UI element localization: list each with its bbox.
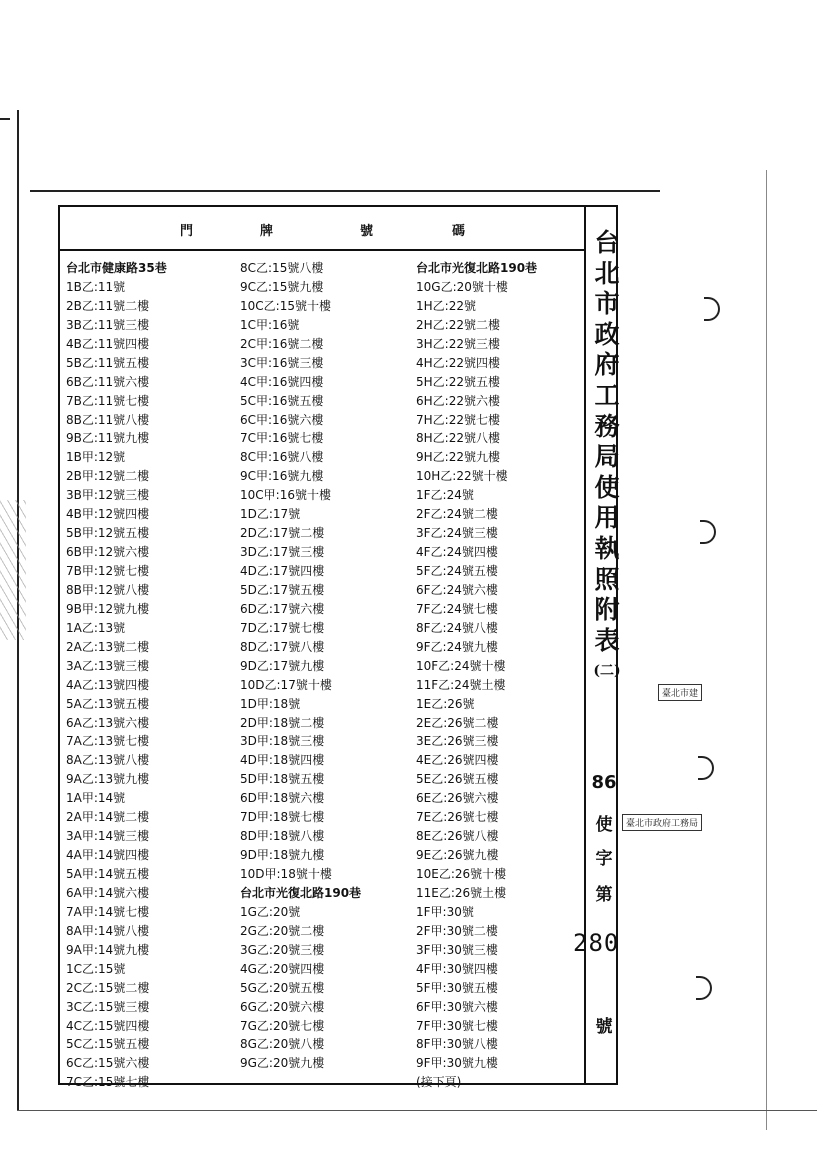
address-entry: 7F甲:30號七樓 [416, 1018, 498, 1033]
address-entry: 8B乙:11號八樓 [66, 412, 150, 427]
address-entry: 1B乙:11號 [66, 279, 126, 294]
address-entry: 3C乙:15號三樓 [66, 999, 150, 1014]
address-entry: 3A甲:14號三樓 [66, 829, 150, 844]
address-entry: 7D乙:17號七樓 [240, 620, 325, 635]
title-char: 附 [594, 595, 620, 625]
address-entry: 7B乙:11號七樓 [66, 393, 150, 408]
address-entry: 6G乙:20號六樓 [240, 999, 325, 1014]
address-entry: 9D甲:18號九樓 [240, 848, 325, 863]
address-entry: 6A甲:14號六樓 [66, 885, 150, 900]
scan-hatching [0, 500, 26, 640]
address-entry: 6D乙:17號六樓 [240, 601, 325, 616]
address-entry: 2D甲:18號二樓 [240, 715, 325, 730]
street-heading: 台北市健康路35巷 [66, 261, 167, 275]
address-entry: 5C甲:16號五樓 [240, 393, 324, 408]
address-entry: 9C甲:16號九樓 [240, 469, 324, 484]
address-entry: 6E乙:26號六樓 [416, 791, 499, 806]
address-entry: 2C甲:16號二樓 [240, 336, 324, 351]
address-entry: 4H乙:22號四樓 [416, 355, 500, 370]
permit-char-hao: 號 [595, 1017, 613, 1037]
address-entry: 3G乙:20號三樓 [240, 942, 325, 957]
street-heading: 台北市光復北路190巷 [416, 261, 538, 275]
address-entry: 1F乙:24號 [416, 488, 474, 503]
address-entry: 1D甲:18號 [240, 696, 301, 711]
address-column-2 [240, 259, 361, 1073]
address-table [58, 205, 618, 1090]
title-char: 局 [594, 442, 620, 472]
address-entry: 1H乙:22號 [416, 298, 476, 313]
address-entry: 9F甲:30號九樓 [416, 1056, 498, 1071]
title-char: 執 [594, 533, 620, 563]
address-entry: 4A甲:14號四樓 [66, 848, 150, 863]
address-entry: 11E乙:26號土樓 [416, 885, 507, 900]
address-entry: 6H乙:22號六樓 [416, 393, 500, 408]
address-entry: 5B甲:12號五樓 [66, 526, 150, 541]
title-char: 北 [594, 258, 620, 288]
title-char: 使 [594, 472, 620, 502]
address-entry: 3D乙:17號三樓 [240, 545, 325, 560]
address-entry: 2D乙:17號二樓 [240, 526, 325, 541]
address-entry: 5D乙:17號五樓 [240, 582, 325, 597]
address-entry: 9B甲:12號九樓 [66, 601, 150, 616]
address-entry: 1C乙:15號 [66, 961, 126, 976]
address-entry: 8D甲:18號八樓 [240, 829, 325, 844]
binding-hole-mark-4 [696, 976, 712, 1000]
address-entry: 2A甲:14號二樓 [66, 810, 150, 825]
address-entry: 5D甲:18號五樓 [240, 772, 325, 787]
address-entry: 7E乙:26號七樓 [416, 810, 499, 825]
header-char-1: 門 [180, 224, 194, 239]
header-char-3: 號 [360, 224, 374, 239]
permit-char-shi: 使 [595, 815, 613, 835]
header-char-2: 牌 [260, 224, 274, 239]
address-entry: 10D乙:17號十樓 [240, 677, 332, 692]
address-entry: 1F甲:30號 [416, 904, 474, 919]
address-entry: 2F甲:30號二樓 [416, 923, 498, 938]
address-entry: 4G乙:20號四樓 [240, 961, 325, 976]
address-entry: 9D乙:17號九樓 [240, 658, 325, 673]
address-entry: 8H乙:22號八樓 [416, 431, 500, 446]
binding-hole-mark-2 [700, 520, 716, 544]
address-entry: 9B乙:11號九樓 [66, 431, 150, 446]
address-entry: 1C甲:16號 [240, 317, 300, 332]
address-entry: 4D甲:18號四樓 [240, 753, 325, 768]
address-entry: 3B乙:11號三樓 [66, 317, 150, 332]
address-entry: 8B甲:12號八樓 [66, 582, 150, 597]
address-entry: 3E乙:26號三樓 [416, 734, 499, 749]
title-suffix: (二) [593, 663, 621, 680]
address-entry: 10C甲:16號十樓 [240, 488, 331, 503]
address-entry: 3C甲:16號三樓 [240, 355, 324, 370]
address-entry: 6B乙:11號六樓 [66, 374, 150, 389]
address-entry: 5F甲:30號五樓 [416, 980, 498, 995]
address-entry: 2A乙:13號二樓 [66, 639, 150, 654]
address-entry: 8C甲:16號八樓 [240, 450, 324, 465]
address-entry: 7G乙:20號七樓 [240, 1018, 325, 1033]
address-entry: 3H乙:22號三樓 [416, 336, 500, 351]
address-entry: 7C甲:16號七樓 [240, 431, 324, 446]
address-entry: 5A甲:14號五樓 [66, 867, 150, 881]
scan-border-top [30, 190, 660, 192]
scan-border-right [766, 170, 767, 1130]
address-entry: 7C乙:15號七樓 [66, 1075, 150, 1090]
title-char: 工 [594, 380, 620, 410]
header-char-4: 碼 [452, 224, 466, 239]
address-entry: 4D乙:17號四樓 [240, 564, 325, 578]
address-entry: 2C乙:15號二樓 [66, 980, 150, 995]
permit-number: 280 [573, 929, 620, 957]
title-char: 市 [594, 289, 620, 319]
title-char: 台 [594, 228, 620, 257]
address-entry: 3F乙:24號三樓 [416, 526, 498, 541]
address-entry: 2B乙:11號二樓 [66, 298, 150, 313]
title-char: 照 [594, 564, 620, 594]
address-entry: 11F乙:24號土樓 [416, 677, 506, 692]
address-entry: 8F乙:24號八樓 [416, 620, 498, 635]
address-entry: 4A乙:13號四樓 [66, 677, 150, 692]
binding-hole-mark-1 [704, 297, 720, 321]
address-entry: 7F乙:24號七樓 [416, 601, 498, 616]
stamp-seal-1: 臺北市建 [658, 684, 702, 701]
permit-char-zi: 字 [595, 849, 613, 869]
address-entry: 10F乙:24號十樓 [416, 658, 506, 673]
address-entry: 8A甲:14號八樓 [66, 923, 150, 938]
address-entry: 9C乙:15號九樓 [240, 279, 324, 294]
address-entry: 5G乙:20號五樓 [240, 980, 325, 995]
title-char: 府 [594, 350, 620, 380]
address-entry: 6B甲:12號六樓 [66, 545, 150, 560]
address-entry: 6A乙:13號六樓 [66, 715, 150, 730]
address-entry: 6C乙:15號六樓 [66, 1056, 150, 1071]
address-entry: 10E乙:26號十樓 [416, 867, 507, 881]
address-entry: 8D乙:17號八樓 [240, 639, 325, 654]
address-entry: 3F甲:30號三樓 [416, 942, 498, 957]
address-entry: 7D甲:18號七樓 [240, 810, 325, 825]
address-entry: 3B甲:12號三樓 [66, 488, 150, 503]
address-entry: 9H乙:22號九樓 [416, 450, 500, 465]
scan-tick [0, 118, 10, 120]
address-entry: 9E乙:26號九樓 [416, 848, 499, 863]
address-entry: 7A甲:14號七樓 [66, 904, 150, 919]
title-char: 用 [594, 503, 620, 533]
address-entry: 9G乙:20號九樓 [240, 1056, 325, 1071]
title-char: 政 [594, 319, 620, 349]
address-entry: 3D甲:18號三樓 [240, 734, 325, 749]
address-entry: 5A乙:13號五樓 [66, 696, 150, 711]
address-entry: 10G乙:20號十樓 [416, 279, 508, 294]
address-entry: 6F乙:24號六樓 [416, 582, 498, 597]
address-entry: 2F乙:24號二樓 [416, 507, 498, 522]
street-heading: 台北市光復北路190巷 [240, 885, 362, 900]
address-entry: 2H乙:22號二樓 [416, 317, 500, 332]
document-title [590, 228, 624, 687]
address-entry: 1B甲:12號 [66, 450, 126, 465]
address-entry: 5F乙:24號五樓 [416, 564, 498, 578]
address-column-3 [416, 259, 537, 1092]
address-entry: 2E乙:26號二樓 [416, 715, 499, 730]
address-entry: 8G乙:20號八樓 [240, 1037, 325, 1052]
address-entry: 1E乙:26號 [416, 696, 475, 711]
address-entry: 4E乙:26號四樓 [416, 753, 499, 768]
address-entry: 3A乙:13號三樓 [66, 658, 150, 673]
address-entry: 6C甲:16號六樓 [240, 412, 324, 427]
address-entry: 6D甲:18號六樓 [240, 791, 325, 806]
title-char: 表 [594, 625, 620, 655]
address-entry: 8F甲:30號八樓 [416, 1037, 498, 1052]
address-entry: 5C乙:15號五樓 [66, 1037, 150, 1052]
address-entry: 4F乙:24號四樓 [416, 545, 498, 560]
address-entry: 4F甲:30號四樓 [416, 961, 498, 976]
address-entry: 8C乙:15號八樓 [240, 261, 324, 275]
address-entry: 6F甲:30號六樓 [416, 999, 498, 1014]
address-entry: 9A乙:13號九樓 [66, 772, 150, 787]
stamp-seal-2: 臺北市政府工務局 [622, 814, 702, 831]
address-column-1 [66, 259, 167, 1092]
table-header [60, 207, 584, 251]
title-char: 務 [594, 411, 620, 441]
address-entry: 10C乙:15號十樓 [240, 298, 331, 313]
address-entry: 7A乙:13號七樓 [66, 734, 150, 749]
address-entry: 5E乙:26號五樓 [416, 772, 499, 787]
address-entry: 10D甲:18號十樓 [240, 867, 332, 881]
address-entry: 2B甲:12號二樓 [66, 469, 150, 484]
address-entry: 7H乙:22號七樓 [416, 412, 500, 427]
address-entry: 1A甲:14號 [66, 791, 126, 806]
address-entry: 4C甲:16號四樓 [240, 374, 324, 389]
address-entry: 4B乙:11號四樓 [66, 336, 150, 351]
address-entry: 5H乙:22號五樓 [416, 374, 500, 389]
address-entry: 10H乙:22號十樓 [416, 469, 508, 484]
address-entry: (接下頁) [416, 1075, 462, 1090]
address-entry: 4B甲:12號四樓 [66, 507, 150, 522]
address-entry: 9A甲:14號九樓 [66, 942, 150, 957]
address-entry: 2G乙:20號二樓 [240, 923, 325, 938]
binding-hole-mark-3 [698, 756, 714, 780]
address-entry: 9F乙:24號九樓 [416, 639, 498, 654]
address-entry: 7B甲:12號七樓 [66, 564, 150, 578]
permit-char-di: 第 [595, 885, 613, 905]
address-entry: 4C乙:15號四樓 [66, 1018, 150, 1033]
address-entry: 5B乙:11號五樓 [66, 355, 150, 370]
scan-border-bottom [17, 1110, 817, 1111]
permit-year: 86 [591, 772, 617, 793]
address-entry: 1A乙:13號 [66, 620, 126, 635]
address-entry: 1G乙:20號 [240, 904, 301, 919]
address-entry: 8E乙:26號八樓 [416, 829, 499, 844]
address-entry: 1D乙:17號 [240, 507, 301, 522]
address-entry: 8A乙:13號八樓 [66, 753, 150, 768]
